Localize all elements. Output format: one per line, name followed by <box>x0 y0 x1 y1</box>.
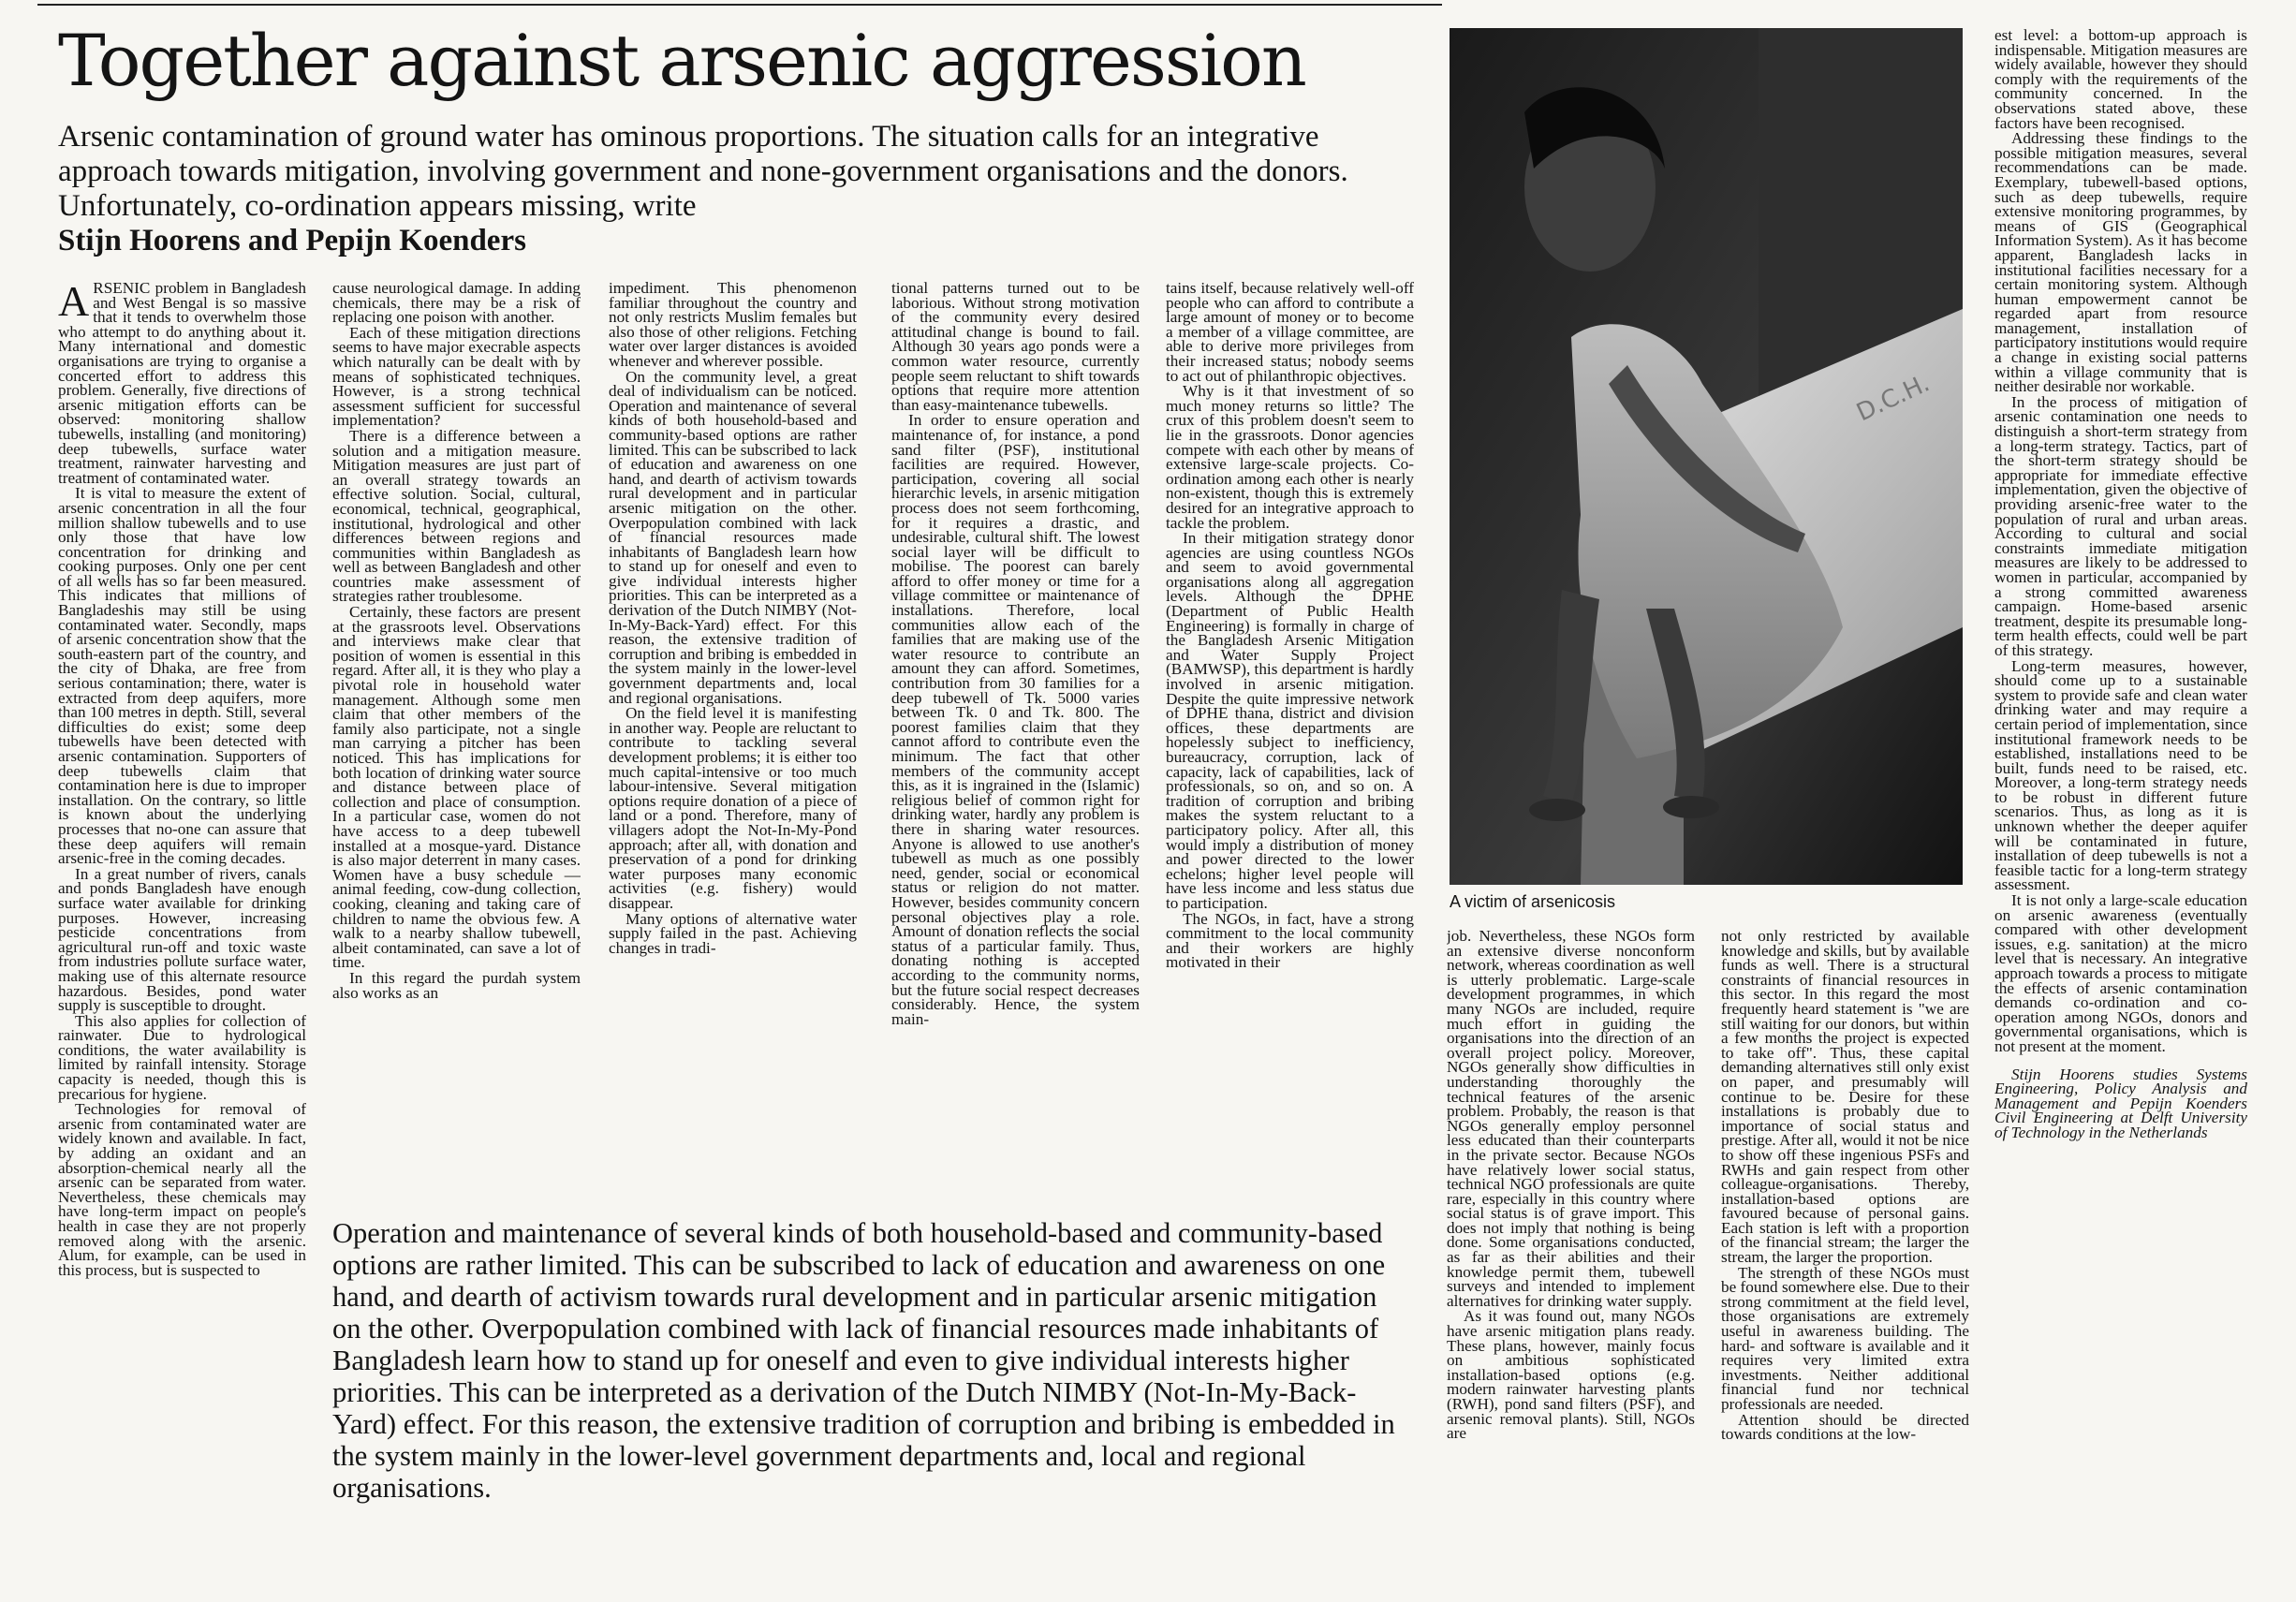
column-4-paragraph-1: tional patterns turned out to be laborious. Without strong motivation of the community every desired attitudinal change is bound to fail. Although 30 years ago ponds were a common water resource, currently people seem reluctant to shift towards options that require more attention than easy-maintenance tubewells. <box>891 281 1140 414</box>
photo-illustration <box>1450 28 1963 885</box>
column-3-paragraph-1: impediment. This phenomenon familiar throughout the country and not only restricts Muslim females but also those of other religions. Fetching water over larger distances is avoided whenever and wherever possible. <box>609 281 857 370</box>
standfirst <box>58 120 1416 258</box>
column-1-paragraph-3: In a great number of rivers, canals and ponds Bangladesh have enough surface water available for drinking purposes. However, increasing pesticide concentrations from agricultural run-off and toxic waste from industries pollute surface water, making use of this alternate resource hazardous. Besides, pond water supply is susceptible to drought. <box>58 864 306 1015</box>
column-8 <box>1994 28 2247 1587</box>
column-1-paragraph-5: Technologies for removal of arsenic from contaminated water are widely known and available. In fact, by adding an oxidant and an absorption-chemical nearly all the arsenic can be separated from water. Nevertheless, these chemicals may have long-term impact on people's health in case they are not properly removed along with the arsenic. Alum, for example, can be used in this process, but is suspected to <box>58 1100 306 1279</box>
column-4-paragraph-2: In order to ensure operation and maintenance of, for instance, a pond sand filter (PSF), institutional facilities are required. However, participation, covering all social hierarchic levels, in arsenic mitigation process does not seem forthcoming, for it requires a drastic, and undesirable, cultural shift. The lowest social layer will be difficult to mobilise. The poorest can barely afford to offer money or time for a village committee or maintenance of installations. Therefore, local communities allow each of the families that are making use of the water resource to contribute an amount they can afford. Sometimes, contribution from 30 families for a deep tubewell of Tk. 5000 varies between Tk. 0 and Tk. 800. The poorest families claim that they cannot afford to contribute even the minimum. The fact that other members of the community accept this, as it is ingrained in the (Islamic) religious belief of common right for drinking water, hardly any problem is there in sharing water resources. Anyone is allowed to use another's tubewell as much as one possibly need, gender, social or economical status or religion do not matter. However, besides community concern personal objectives play a role. Amount of donation reflects the social status of a particular family. Thus, donating nothing is accepted according to the community norms, but the future social respect decreases considerably. Hence, the system main- <box>891 411 1140 1028</box>
column-7-paragraph-1: not only restricted by available knowledge and skills, but by available funds as well. There is a structural constraints of financial resources in this sector. In this regard the most frequently heard statement is "we are still waiting for our donors, but within a few months the project is expected to take off". Thus, these capital demanding alternatives still only exist on paper, and presumably will continue to be. Desire for these installations is probably due to importance of social status and prestige. After all, would it not be nice to show off these ingenious PSFs and RWHs and gain respect from other colleague-organisations. Thereby, installation-based options are favoured because of personal gains. Each station is left with a proportion of the financial stream; the larger the stream, the larger the proportion. <box>1721 929 1969 1267</box>
column-8-paragraph-5: It is not only a large-scale education on arsenic awareness (eventually compared with other development issues, e.g. sanitation) at the micro level that is necessary. An integrative approach towards a process to mitigate the effects of arsenic contamination demands co-ordination and co-operation among NGOs, donors and governmental organisations, which is not present at the moment. <box>1994 891 2247 1055</box>
column-5-paragraph-4: The NGOs, in fact, have a strong commitment to the local community and their workers are highly motivated in their <box>1166 909 1414 972</box>
column-5-paragraph-1: tains itself, because relatively well-off people who can afford to contribute a large amount of money or to become a member of a village committee, are able to derive more privileges from their increased status; nobody seems to act out of philanthropic objectives. <box>1166 281 1414 385</box>
standfirst-text: Arsenic contamination of ground water has ominous proportions. The situation calls for an integrative approach towards mitigation, involving government and none-government organisations and the donors. Unfortunately, co-ordination appears missing, write <box>58 120 1348 223</box>
column-6 <box>1447 929 1695 1584</box>
top-rule <box>37 4 1442 6</box>
column-7 <box>1721 929 1969 1584</box>
column-1-paragraph-2: It is vital to measure the extent of arsenic concentration in all the four million shallow tubewells and to use only those that have low concentration for drinking and cooking purposes. Only one per cent of all wells has so far been measured. This indicates that millions of Bangladeshis may still be using contaminated water. Secondly, maps of arsenic concentration show that the south-eastern part of the country, and the city of Dhaka, are free from serious contamination; there, water is extracted from deep aquifers, more than 100 metres in depth. Still, several difficulties do exist; some deep tubewells have been detected with arsenic contamination. Supporters of deep tubewells claim that contamination here is due to improper installation. On the contrary, so little is known about the underlying processes that no-one can assure that these deep aquifers will remain arsenic-free in the coming decades. <box>58 484 306 868</box>
column-3-paragraph-2: On the community level, a great deal of individualism can be noticed. Operation and maintenance of several kinds of both household-based and community-based options are rather limited. This can be subscribed to lack of education and awareness on one hand, and dearth of activism towards rural development and in particular arsenic mitigation on the other. Overpopulation combined with lack of financial resources made inhabitants of Bangladesh learn how to stand up for oneself and even to give individual interests higher priorities. This can be interpreted as a derivation of the Dutch NIMBY (Not-In-My-Back-Yard) effect. For this reason, the extensive tradition of corruption and bribing is embedded in the system mainly in the lower-level government departments and, local and regional organisations. <box>609 367 857 707</box>
column-7-paragraph-3: Attention should be directed towards conditions at the low- <box>1721 1410 1969 1444</box>
column-6-paragraph-1: job. Nevertheless, these NGOs form an extensive diverse nonconform network, whereas coordination as well is utterly problematic. Large-scale development programmes, in which many NGOs are included, require much effort in guiding the organisations into the direction of an overall project policy. Moreover, NGOs generally show difficulties in understanding thoroughly the technical features of the arsenic problem. Probably, the reason is that NGOs generally employ personnel less educated than their counterparts in the private sector. Because NGOs have relatively lower social status, technical NGO professionals are quite rare, especially in this country where social status is of grave import. This does not imply that nothing is being done. Some organisations conducted, as far as their abilities and their knowledge permit them, tubewell surveys and intended to implement alternatives for drinking water supply. <box>1447 929 1695 1310</box>
photo-caption: A victim of arsenicosis <box>1450 892 1616 911</box>
column-8-paragraph-1: est level: a bottom-up approach is indispensable. Mitigation measures are widely available, however they should comply with the requirements of the community concerned. In the observations stated above, these factors have been recognised. <box>1994 28 2247 132</box>
column-2-paragraph-4: Certainly, these factors are present at the grassroots level. Observations and interviews make clear that position of women is essential in this regard. After all, it is they who play a pivotal role in household water management. Although some men claim that other members of the family also participate, not a single man carrying a pitcher has been noticed. This has implications for both location of drinking water source and distance between place of collection and place of consumption. In a particular case, women do not have access to a deep tubewell installed at a mosque-yard. Distance is also major deterrent in many cases. Women have a busy schedule — animal feeding, cow-dung collection, cooking, cleaning and taking care of children to name the obvious few. A walk to a nearby shallow tubewell, albeit contaminated, can save a lot of time. <box>332 603 581 972</box>
column-1 <box>58 281 306 1592</box>
byline: Stijn Hoorens and Pepijn Koenders <box>58 224 526 257</box>
column-8-paragraph-2: Addressing these findings to the possible mitigation measures, several recommendations can be made. Exemplary, tubewell-based options, such as deep tubewells, require extensive monitoring programmes, by means of GIS (Geographical Information System). As it has become apparent, Bangladesh lacks in institutional facilities necessary for a certain monitoring system. Although human empowerment cannot be regarded apart from resource management, installation of participatory institutions would require a change in existing social patterns within a village community that is neither desirable nor workable. <box>1994 129 2247 396</box>
author-credit: Stijn Hoorens studies Systems Engineering, Policy Analysis and Management and Pepijn Koenders Civil Engineering at Delft University of Technology in the Netherlands <box>1994 1065 2247 1141</box>
column-5-paragraph-3: In their mitigation strategy donor agencies are using countless NGOs and seem to avoid governmental organisations along all aggregation levels. Although the DPHE (Department of Public Health Engineering) is formally in charge of the Bangladesh Arsenic Mitigation and Water Supply Project (BAMWSP), this department is hardly involved in arsenic mitigation. Despite the quite impressive network of DPHE thana, district and division offices, these departments are hopelessly subject to inefficiency, bureaucracy, corruption, lack of capacity, lack of capabilities, lack of professionals, so on, and so on. A tradition of corruption and bribing makes the system reluctant to a participatory policy. After all, this would imply a distribution of money and power directed to the lower echelons; higher level people will have less income and less status due to participation. <box>1166 529 1414 912</box>
column-4 <box>891 281 1140 1206</box>
column-1-paragraph-1: ARSENIC problem in Bangladesh and West Bengal is so massive that it tends to overwhelm those who attempt to do anything about it. Many international and domestic organisations are trying to organise a concerted effort to address this problem. Generally, five directions of arsenic mitigation efforts can be observed: monitoring shallow tubewells, installing (and monitoring) deep tubewells, surface water treatment, rainwater harvesting and treatment of contaminated water. <box>58 281 306 487</box>
column-5 <box>1166 281 1414 1206</box>
column-1-paragraph-4: This also applies for collection of rainwater. Due to hydrological conditions, the water availability is limited by rainfall intensity. Storage capacity is needed, though this is precarious for hygiene. <box>58 1011 306 1103</box>
headline: Together against arsenic aggression <box>58 19 1305 102</box>
column-3 <box>609 281 857 1206</box>
column-2-paragraph-2: Each of these mitigation directions seems to have major execrable aspects which naturally can be dealt with by means of sophisticated techniques. However, is a strong technical assessment sufficient for successful implementation? <box>332 323 581 430</box>
column-7-paragraph-2: The strength of these NGOs must be found somewhere else. Due to their strong commitment at the field level, those organisations are extremely useful in awareness building. The hard- and software is available and it requires very limited extra investments. Neither additional financial fund nor technical professionals are needed. <box>1721 1263 1969 1413</box>
column-8-paragraph-4: Long-term measures, however, should come up to a sustainable system to provide safe and clean water drinking water and may require a certain period of implementation, since institutional framework needs to be established, installations need to be built, funds need to be raised, etc. Moreover, a long-term strategy needs to be robust in different future scenarios. Thus, as long as it is unknown whether the deeper aquifer will be contaminated in future, installation of deep tubewells is not a feasible tactic for a long-term strategy assessment. <box>1994 656 2247 894</box>
column-5-paragraph-2: Why is it that investment of so much money returns so little? The crux of this problem doesn't seem to lie in the grassroots. Donor agencies compete with each other by means of extensive large-scale projects. Co-ordination among each other is nearly non-existent, though this is extremely desired for an integrative approach to tackle the problem. <box>1166 382 1414 532</box>
pull-quote: Operation and maintenance of several kinds of both household-based and community-based options are rather limited. This can be subscribed to lack of education and awareness on one hand, and dearth of activism towards rural development and in particular arsenic mitigation on the other. Overpopulation combined with lack of financial resources made inhabitants of Bangladesh learn how to stand up for oneself and even to give individual interests higher priorities. This can be interpreted as a derivation of the Dutch NIMBY (Not-In-My-Back-Yard) effect. For this reason, the extensive tradition of corruption and bribing is embedded in the system mainly in the lower-level government departments and, local and regional organisations. <box>332 1217 1395 1504</box>
drop-cap: A <box>58 281 90 325</box>
photo-arsenicosis-victim <box>1450 28 1963 885</box>
bed-label: D.C.H. <box>1852 369 1935 428</box>
column-3-paragraph-3: On the field level it is manifesting in another way. People are reluctant to contribute to tackling several development problems; it is either too much capital-intensive or too much labour-intensive. Several mitigation options require donation of a piece of land or a pond. Therefore, many of villagers adopt the Not-In-My-Pond approach; after all, with donation and preservation of a pond for drinking water purposes many economic activities (e.g. fishery) would disappear. <box>609 704 857 912</box>
column-6-paragraph-2: As it was found out, many NGOs have arsenic mitigation plans ready. These plans, however, mainly focus on ambitious sophisticated installation-based options (e.g. modern rainwater harvesting plants (RWH), pond sand filters (PSF), and arsenic removal plants). Still, NGOs are <box>1447 1307 1695 1443</box>
column-2 <box>332 281 581 1206</box>
column-2-paragraph-3: There is a difference between a solution and a mitigation measure. Mitigation measures are just part of an overall strategy towards an effective solution. Social, cultural, economical, technical, geographical, institutional, hydrological and other differences between regions and communities within Bangladesh as well as between Bangladesh and other countries make assessment of strategies rather troublesome. <box>332 426 581 606</box>
column-8-paragraph-3: In the process of mitigation of arsenic contamination one needs to distinguish a short-term strategy from a long-term strategy. Tactics, part of the short-term strategy should be appropriate for immediate effective implementation, given the objective of providing arsenic-free water to the population of rural and urban areas. According to cultural and social constraints immediate mitigation measures are likely to be addressed to women in particular, accompanied by a strong committed awareness campaign. Home-based arsenic treatment, despite its presumable long-term health effects, could well be part of this strategy. <box>1994 392 2247 659</box>
column-2-paragraph-1: cause neurological damage. In adding chemicals, there may be a risk of replacing one poison with another. <box>332 281 581 327</box>
column-2-paragraph-5: In this regard the purdah system also works as an <box>332 968 581 1002</box>
column-3-paragraph-4: Many options of alternative water supply failed in the past. Achieving changes in tradi- <box>609 909 857 957</box>
